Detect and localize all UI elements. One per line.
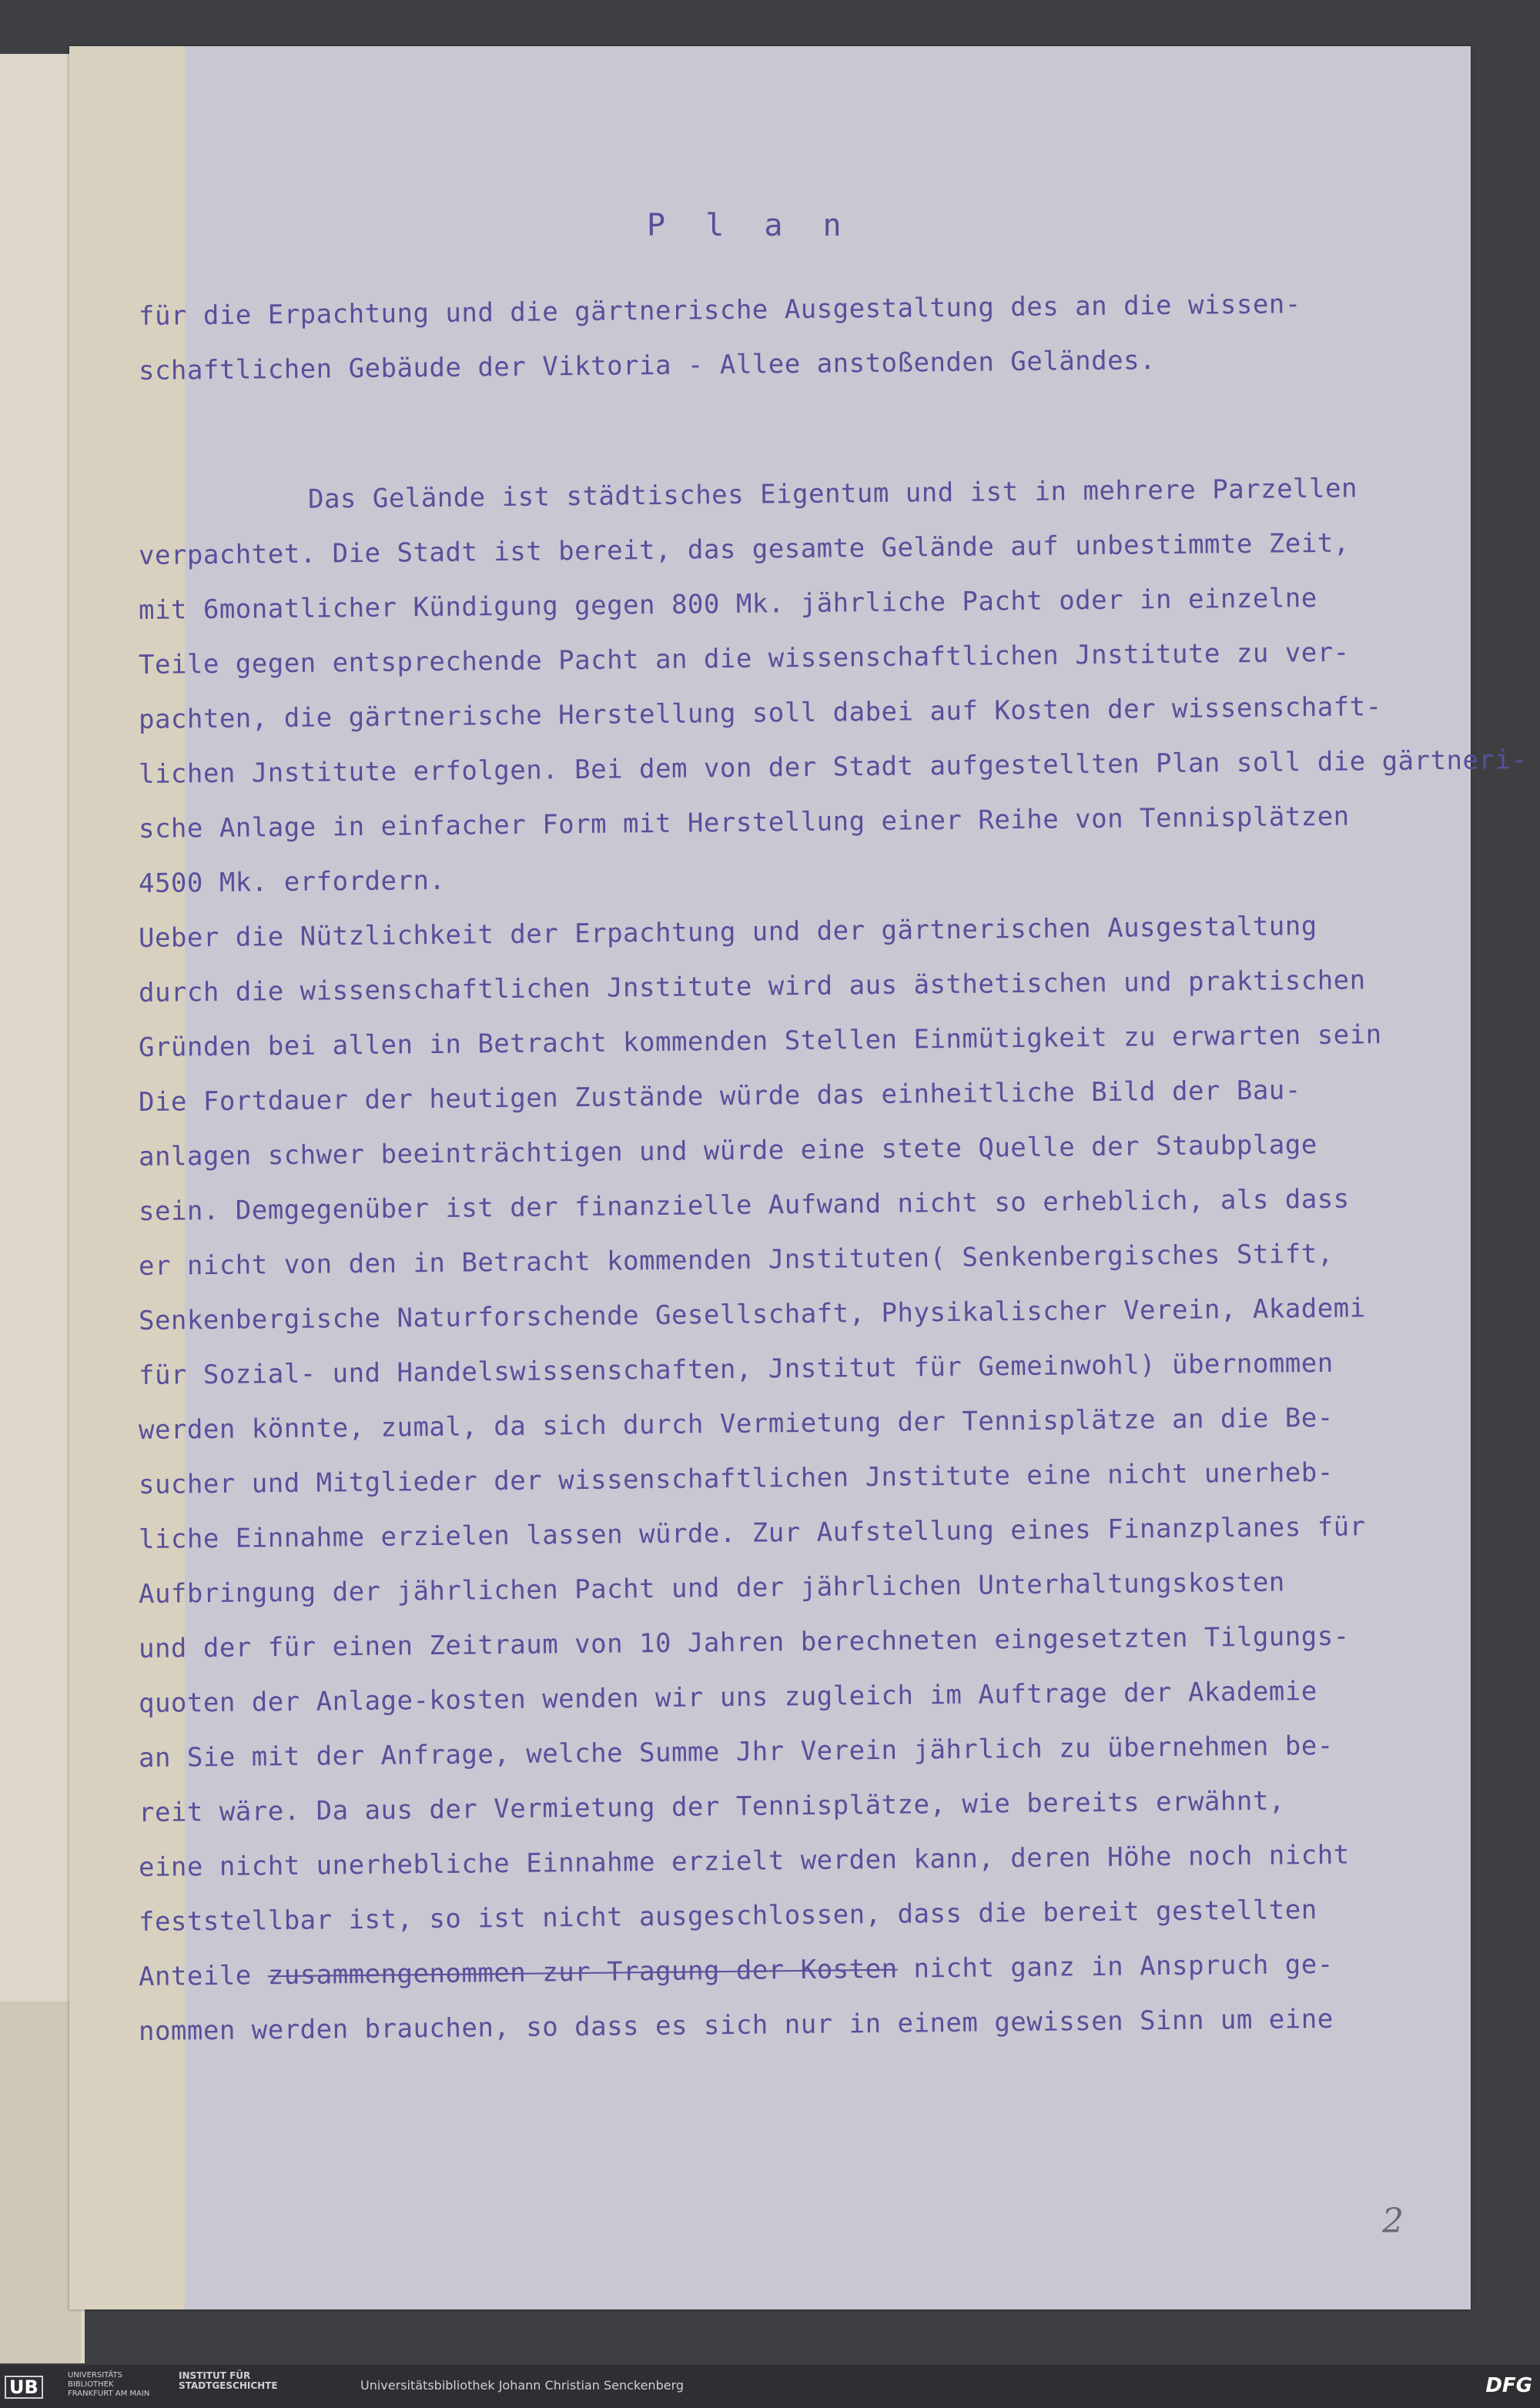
body-line: werden könnte, zumal, da sich durch Vermietung der Tennisplätze an die Be-: [138, 1402, 1334, 1446]
body-line: anlagen schwer beeinträchtigen und würde eine stete Quelle der Staubplage: [138, 1129, 1317, 1172]
heading-line: schaftlichen Gebäude der Viktoria - Allee anstoßenden Geländes.: [138, 345, 1157, 386]
body-line: reit wäre. Da aus der Vermietung der Tennisplätze, wie bereits erwähnt,: [138, 1785, 1285, 1828]
body-line: sucher und Mitglieder der wissenschaftlichen Jnstitute eine nicht unerheb-: [138, 1457, 1334, 1500]
body-line: lichen Jnstitute erfolgen. Bei dem von der Stadt aufgestellten Plan soll die gärtneri-: [138, 744, 1528, 790]
body-line: an Sie mit der Anfrage, welche Summe Jhr Verein jährlich zu übernehmen be-: [138, 1730, 1334, 1774]
body-line: liche Einnahme erzielen lassen würde. Zur Aufstellung eines Finanzplanes für: [138, 1511, 1366, 1555]
body-line: eine nicht unerhebliche Einnahme erzielt werden kann, deren Höhe noch nicht: [138, 1839, 1350, 1883]
body-line: verpachtet. Die Stadt ist bereit, das gesamte Gelände auf unbestimmte Zeit,: [138, 527, 1350, 571]
body-line: quoten der Anlage-kosten wenden wir uns zugleich im Auftrage der Akademie: [138, 1675, 1317, 1719]
viewer-footer: [0, 2365, 1540, 2408]
body-line: Senkenbergische Naturforschende Gesellschaft, Physikalischer Verein, Akademi: [138, 1293, 1366, 1336]
body-line: für Sozial- und Handelswissenschaften, Jnstitut für Gemeinwohl) übernommen: [138, 1347, 1334, 1391]
document-heading: [139, 289, 1471, 399]
body-line: Aufbringung der jährlichen Pacht und der jährlichen Unterhaltungskosten: [138, 1567, 1285, 1610]
body-line: Gründen bei allen in Betracht kommenden Stellen Einmütigkeit zu erwarten sein: [138, 1019, 1382, 1063]
body-line: pachten, die gärtnerische Herstellung soll dabei auf Kosten der wissenschaft-: [138, 691, 1382, 735]
body-line-start: Anteile: [138, 1960, 252, 1992]
ub-logo: UB: [5, 2376, 43, 2399]
struck-text: zusammengenommen zur Tragung der Kosten: [267, 1953, 898, 1992]
body-line: Das Gelände ist städtisches Eigentum und ist in mehrere Parzellen: [307, 473, 1358, 515]
library-name: Universitätsbibliothek Johann Christian Senckenberg: [360, 2378, 685, 2393]
dfg-logo: DFG: [1485, 2374, 1532, 2397]
page-number: 2: [1382, 2202, 1404, 2241]
body-line: sche Anlage in einfacher Form mit Herstellung einer Reihe von Tennisplätzen: [138, 801, 1350, 844]
body-line: nommen werden brauchen, so dass es sich nur in einem gewissen Sinn um eine: [138, 2003, 1334, 2047]
body-line: feststellbar ist, so ist nicht ausgeschlossen, dass die bereit gestellten: [138, 1894, 1317, 1938]
ub-logo-text: UNIVERSITÄTS BIBLIOTHEK FRANKFURT AM MAIN: [68, 2371, 150, 2398]
body-line-end: nicht ganz in Anspruch ge-: [897, 1948, 1334, 1985]
body-line: mit 6monatlicher Kündigung gegen 800 Mk. jährliche Pacht oder in einzelne: [138, 582, 1317, 626]
heading-line: für die Erpachtung und die gärtnerische Ausgestaltung des an die wissen-: [138, 289, 1301, 332]
document-title: P l a n: [647, 208, 852, 243]
body-line: sein. Demgegenüber ist der finanzielle Aufwand nicht so erheblich, als dass: [138, 1183, 1350, 1227]
body-line: Ueber die Nützlichkeit der Erpachtung und der gärtnerischen Ausgestaltung: [138, 910, 1317, 954]
body-line: und der für einen Zeitraum von 10 Jahren berechneten eingesetzten Tilgungs-: [138, 1620, 1350, 1664]
body-line: 4500 Mk. erfordern.: [138, 865, 446, 899]
document-body: [138, 473, 1528, 2059]
body-line: durch die wissenschaftlichen Jnstitute wird aus ästhetischen und praktischen: [138, 965, 1366, 1008]
body-line: Teile gegen entsprechende Pacht an die wissenschaftlichen Jnstitute zu ver-: [138, 637, 1350, 681]
institute-logo: INSTITUT FÜR STADTGESCHICHTE: [179, 2370, 278, 2391]
body-line: Die Fortdauer der heutigen Zustände würde das einheitliche Bild der Bau-: [138, 1075, 1301, 1118]
body-line: er nicht von den in Betracht kommenden Jnstituten( Senkenbergisches Stift,: [138, 1238, 1334, 1282]
